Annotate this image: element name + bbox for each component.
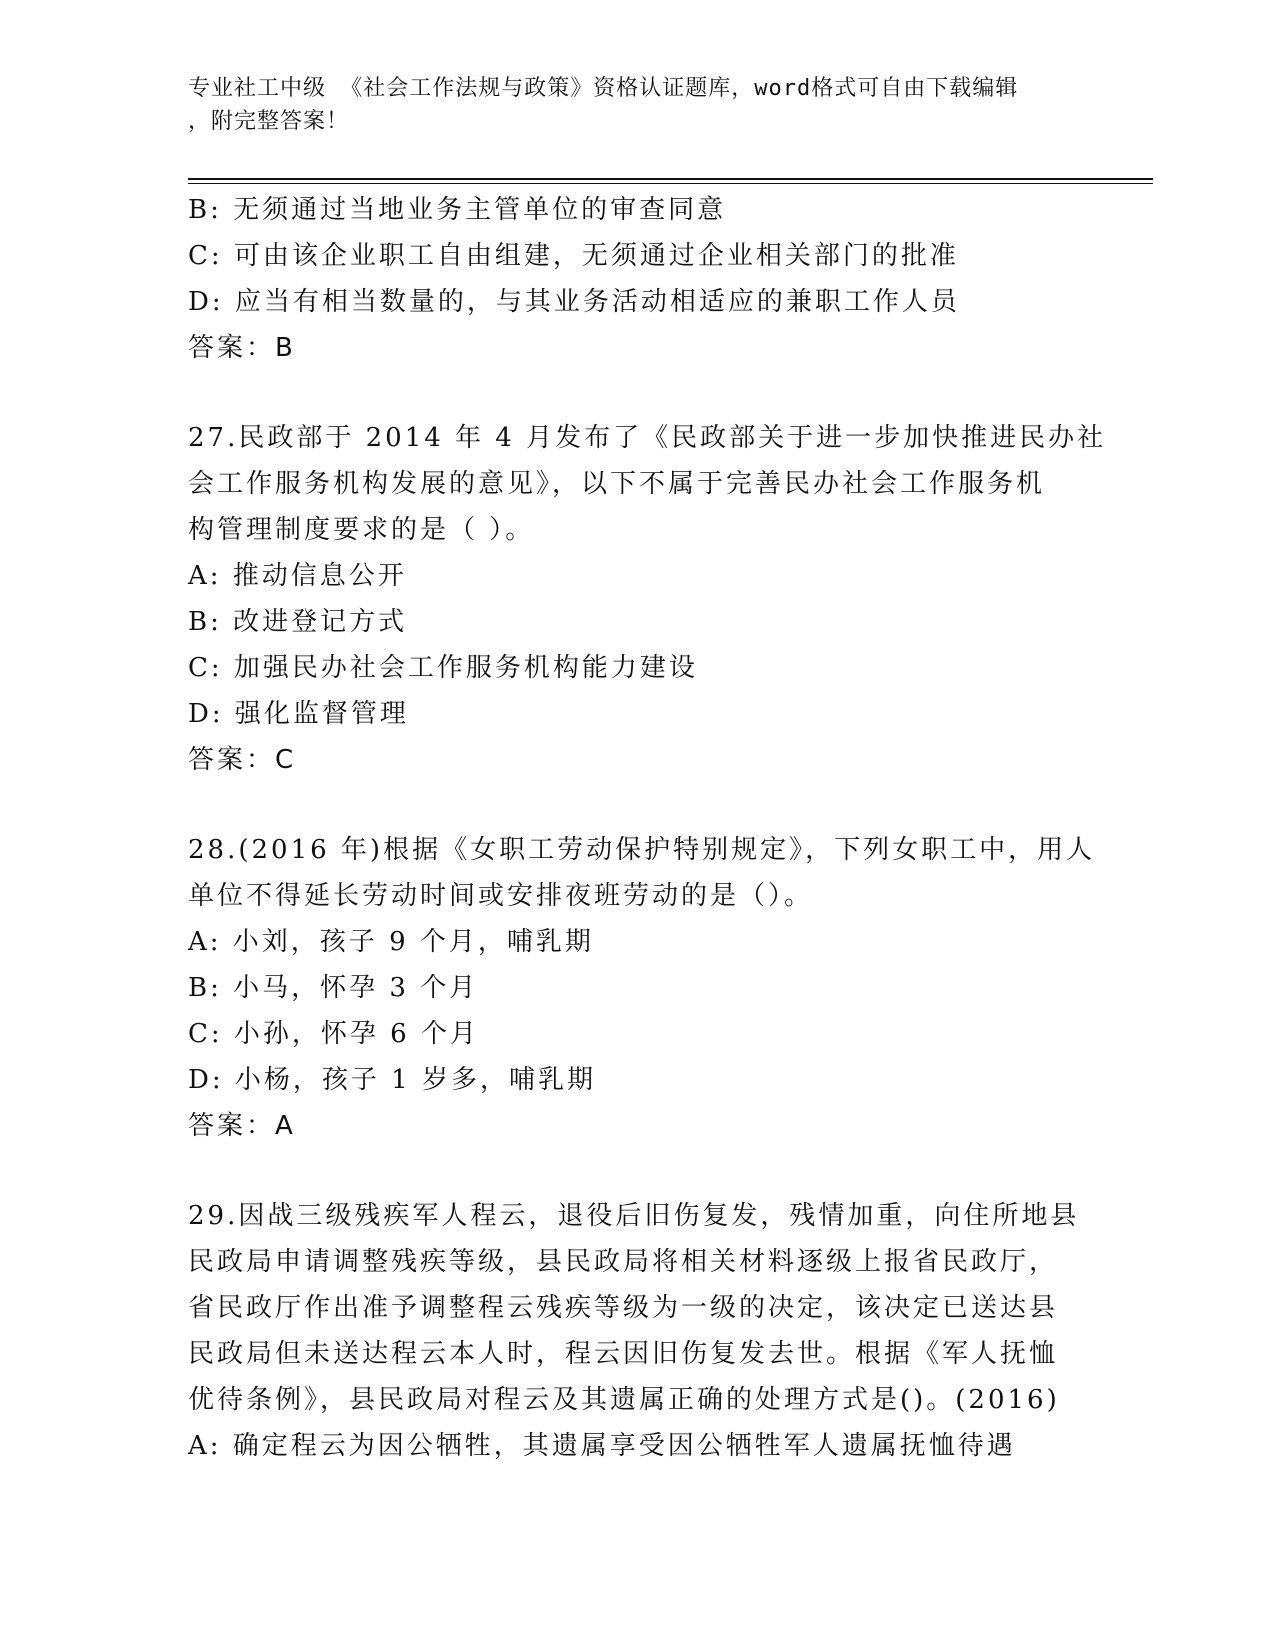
header-rule-thick [188, 178, 1153, 180]
header-line-1: 专业社工中级 《社会工作法规与政策》资格认证题库，word格式可自由下载编辑 [188, 76, 1019, 101]
question-text-line: 优待条例》，县民政局对程云及其遗属正确的处理方式是()。(2016) [188, 1385, 1060, 1415]
question-text-line: 29.因战三级残疾军人程云，退役后旧伤复发，残情加重，向住所地县 [188, 1201, 1080, 1231]
option-c: C: 可由该企业职工自由组建，无须通过企业相关部门的批准 [188, 241, 959, 271]
answer-line: 答案：C [188, 745, 297, 775]
option-d: D: 应当有相当数量的，与其业务活动相适应的兼职工作人员 [188, 287, 960, 317]
header-rule-thin [188, 183, 1153, 184]
option-d: D: 小杨，孩子 1 岁多，哺乳期 [188, 1065, 596, 1095]
question-27 [188, 415, 1107, 783]
header-line-2: ，附完整答案！ [188, 109, 350, 134]
option-c: C: 小孙，怀孕 6 个月 [188, 1019, 479, 1049]
option-a: A: 确定程云为因公牺牲，其遗属享受因公牺牲军人遗属抚恤待遇 [188, 1431, 1016, 1461]
question-text-line: 省民政厅作出准予调整程云残疾等级为一级的决定，该决定已送达县 [188, 1293, 1059, 1323]
option-b: B: 小马，怀孕 3 个月 [188, 973, 479, 1003]
question-text-line: 27.民政部于 2014 年 4 月发布了《民政部关于进一步加快推进民办社 [188, 423, 1107, 453]
option-a: A: 小刘，孩子 9 个月，哺乳期 [188, 927, 594, 957]
option-c: C: 加强民办社会工作服务机构能力建设 [188, 653, 698, 683]
question-list [188, 187, 1107, 1469]
question-text-line: 会工作服务机构发展的意见》，以下不属于完善民办社会工作服务机 [188, 469, 1046, 499]
option-a: A: 推动信息公开 [188, 561, 407, 591]
question-29 [188, 1193, 1088, 1469]
option-b: B: 改进登记方式 [188, 607, 408, 637]
question-text-line: 民政局申请调整残疾等级，县民政局将相关材料逐级上报省民政厅， [188, 1247, 1059, 1277]
option-d: D: 强化监督管理 [188, 699, 409, 729]
question-text-line: 构管理制度要求的是（ ）。 [188, 515, 535, 545]
answer-line: 答案：A [188, 1111, 296, 1141]
option-b: B: 无须通过当地业务主管单位的审查同意 [188, 195, 727, 225]
question-28 [188, 827, 1096, 1149]
question-text-line: 民政局但未送达程云本人时，程云因旧伤复发去世。根据《军人抚恤 [188, 1339, 1059, 1369]
answer-line: 答案：B [188, 333, 296, 363]
question-text-line: 单位不得延长劳动时间或安排夜班劳动的是（）。 [188, 881, 814, 911]
page-header [188, 72, 1088, 138]
question-26 [188, 187, 1088, 371]
question-text-line: 28.(2016 年)根据《女职工劳动保护特别规定》，下列女职工中，用人 [188, 835, 1096, 865]
